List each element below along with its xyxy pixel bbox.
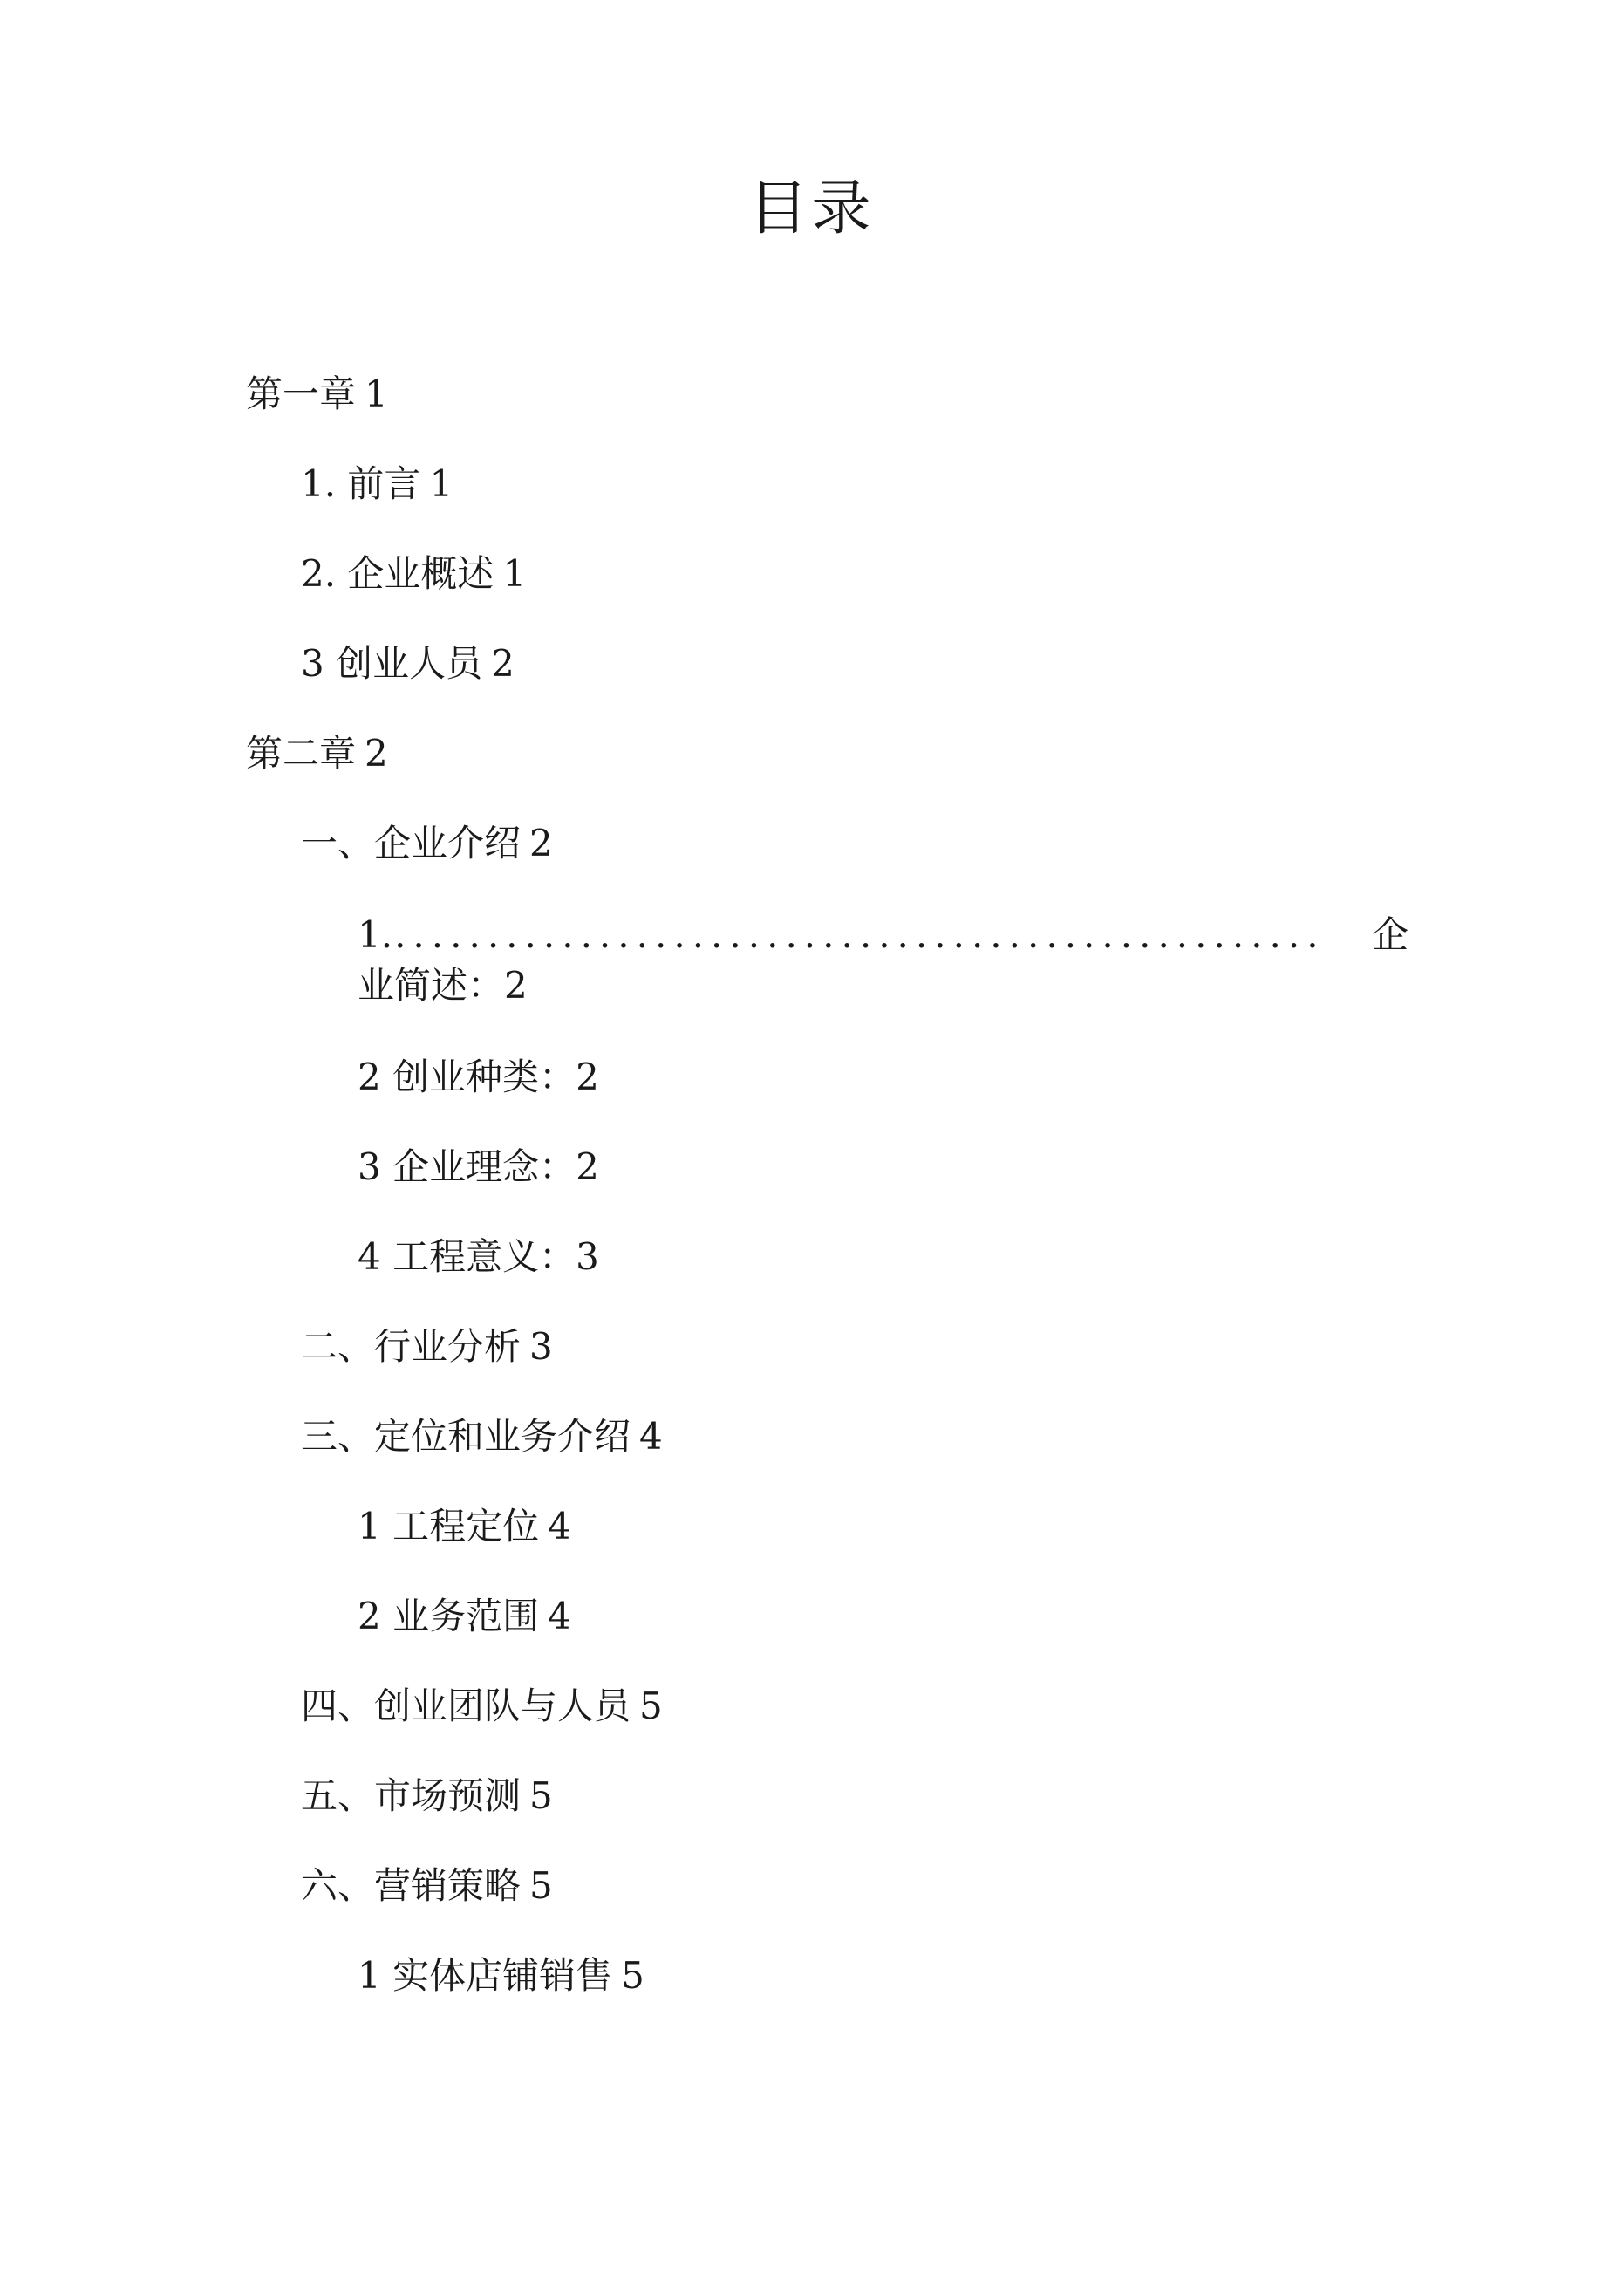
toc-entry-label: 3 企业理念：	[358, 1145, 576, 1188]
toc-entry-page: 2	[504, 964, 528, 1007]
toc-entry-label: 2. 企业概述	[301, 552, 494, 595]
toc-entry-label: 3 创业人员	[301, 642, 483, 685]
toc-entry-significance[interactable]	[358, 1232, 599, 1282]
toc-entry-page: 5	[529, 1864, 553, 1907]
toc-entry-label-rest: 业简述：	[358, 964, 505, 1007]
toc-entry-founders[interactable]	[301, 639, 515, 689]
toc-entry-label: 4 工程意义：	[358, 1235, 576, 1278]
toc-entry-company-brief[interactable]	[358, 910, 1408, 1011]
toc-entry-page: 4	[639, 1415, 663, 1458]
toc-entry-chapter-2[interactable]	[246, 728, 388, 779]
toc-entry-company-intro[interactable]	[301, 818, 553, 869]
toc-entry-chapter-1[interactable]	[246, 369, 388, 420]
toc-entry-page: 3	[529, 1325, 553, 1368]
toc-entry-label: 1. 前言	[301, 462, 421, 505]
toc-entry-marketing-strategy[interactable]	[301, 1861, 553, 1911]
toc-entry-label: 1 工程定位	[358, 1505, 540, 1548]
toc-entry-label: 第一章	[246, 372, 357, 415]
toc-entry-page: 2	[576, 1145, 599, 1188]
toc-entry-retail-store-sales[interactable]	[358, 1951, 644, 2001]
toc-entry-line-1	[358, 910, 1408, 960]
toc-entry-page: 1	[502, 552, 527, 595]
toc-entry-page: 5	[639, 1684, 663, 1727]
toc-dot-leader: ..................................................	[394, 913, 1326, 956]
toc-entry-label: 二、行业分析	[301, 1325, 522, 1368]
toc-entry-page: 5	[529, 1774, 553, 1817]
toc-entry-page: 2	[491, 642, 515, 685]
toc-entry-label: 2 业务范围	[358, 1595, 540, 1637]
toc-entry-team[interactable]	[301, 1681, 663, 1732]
toc-entry-label: 一、企业介绍	[301, 822, 522, 864]
toc-entry-business-type[interactable]	[358, 1052, 599, 1103]
toc-entry-label-start: 企	[1371, 913, 1408, 956]
toc-entry-page: 4	[548, 1595, 571, 1637]
toc-entry-line-2	[358, 960, 1408, 1011]
toc-entry-page: 4	[548, 1505, 571, 1548]
toc-entry-positioning[interactable]	[301, 1411, 663, 1462]
toc-entry-preface[interactable]	[301, 459, 453, 509]
toc-entry-industry-analysis[interactable]	[301, 1322, 553, 1372]
toc-entry-label: 1 实体店铺销售	[358, 1954, 613, 1997]
toc-entry-label: 三、定位和业务介绍	[301, 1415, 631, 1458]
toc-title: 目录	[748, 174, 875, 243]
toc-entry-label: 第二章	[246, 732, 357, 775]
toc-entry-overview[interactable]	[301, 549, 526, 599]
toc-entry-page: 5	[621, 1954, 644, 1997]
toc-entry-label: 六、营销策略	[301, 1864, 522, 1907]
toc-entry-page: 1	[365, 372, 388, 415]
toc-entry-page: 2	[576, 1056, 599, 1098]
toc-entry-page: 2	[365, 732, 388, 775]
toc-entry-label: 2 创业种类：	[358, 1056, 576, 1098]
toc-entry-page: 3	[576, 1235, 599, 1278]
toc-entry-page: 1	[429, 462, 453, 505]
toc-entry-label: 五、市场预测	[301, 1774, 522, 1817]
toc-entry-number: 1.	[358, 913, 393, 956]
toc-entry-business-scope[interactable]	[358, 1591, 571, 1642]
toc-entry-page: 2	[529, 822, 553, 864]
toc-entry-market-forecast[interactable]	[301, 1771, 553, 1821]
toc-entry-philosophy[interactable]	[358, 1142, 599, 1192]
toc-entry-label: 四、创业团队与人员	[301, 1684, 631, 1727]
toc-entry-project-positioning[interactable]	[358, 1501, 571, 1552]
